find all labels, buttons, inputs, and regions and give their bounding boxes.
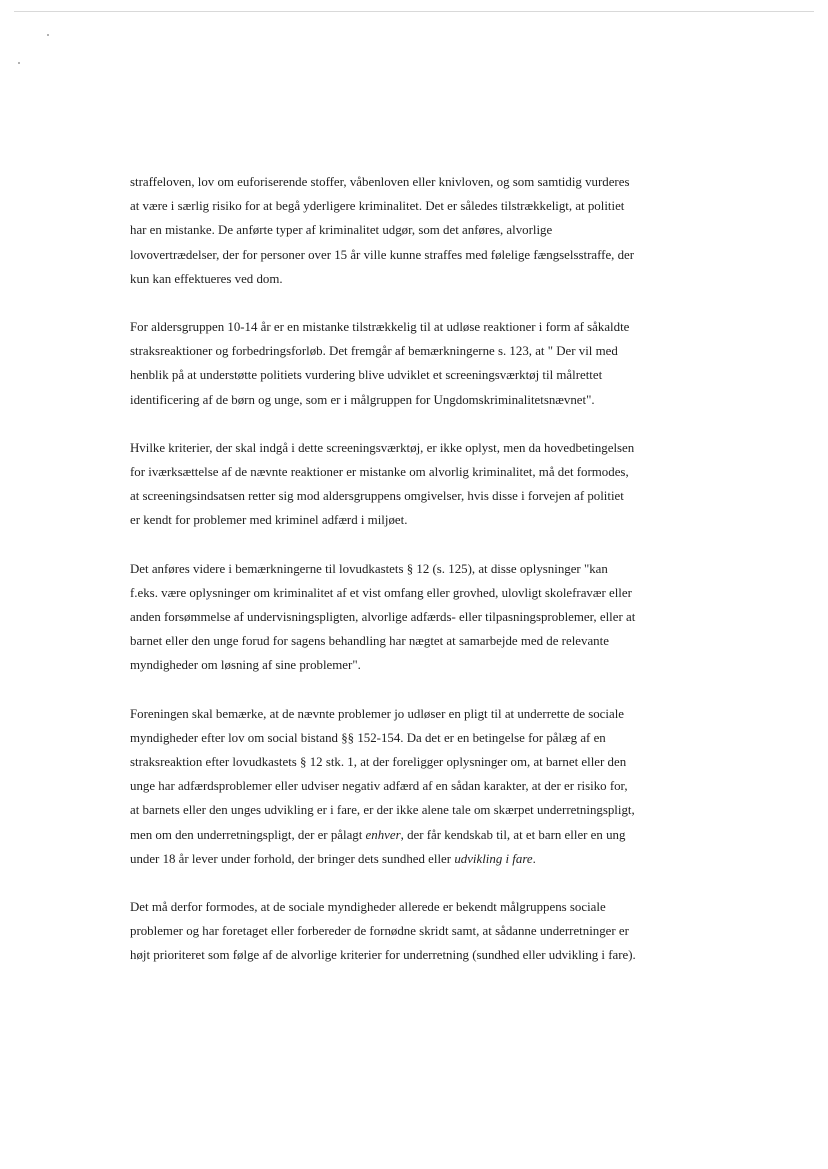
body-paragraph bbox=[130, 315, 696, 412]
text-line bbox=[130, 218, 696, 242]
scan-speck bbox=[47, 34, 49, 36]
text-segment: under 18 år lever under forhold, der bringer dets sundhed eller bbox=[130, 851, 455, 866]
text-segment: for iværksættelse af de nævnte reaktioner er mistanke om alvorlig kriminalitet, må det formodes, bbox=[130, 465, 629, 480]
text-line bbox=[130, 170, 696, 194]
text-segment: barnet eller den unge forud for sagens behandling har nægtet at samarbejde med de relevante bbox=[130, 634, 609, 649]
text-line bbox=[130, 339, 696, 363]
text-segment: unge har adfærdsproblemer eller udviser negativ adfærd af en sådan karakter, at der er risiko for, bbox=[130, 779, 628, 794]
text-line bbox=[130, 750, 696, 774]
text-segment: Hvilke kriterier, der skal indgå i dette screeningsværktøj, er ikke oplyst, men da hovedbetingelsen bbox=[130, 440, 635, 455]
text-segment: Det må derfor formodes, at de sociale myndigheder allerede er bekendt målgruppens sociale bbox=[130, 900, 606, 915]
text-line bbox=[130, 508, 696, 532]
text-line bbox=[130, 702, 696, 726]
text-segment: at screeningsindsatsen retter sig mod aldersgruppens omgivelser, hvis disse i forvejen af politiet bbox=[130, 489, 624, 504]
text-line bbox=[130, 388, 696, 412]
scan-speck bbox=[18, 62, 20, 64]
text-segment: har en mistanke. De anførte typer af kriminalitet udgør, som det anføres, alvorlige bbox=[130, 223, 553, 238]
text-segment: højt prioriteret som følge af de alvorlige kriterier for underretning (sundhed eller udvikling i fare). bbox=[130, 948, 636, 963]
text-line bbox=[130, 194, 696, 218]
text-segment: straksreaktioner og forbedringsforløb. Det fremgår af bemærkningerne s. 123, at " Der vil med bbox=[130, 344, 618, 359]
text-line bbox=[130, 847, 696, 871]
text-line bbox=[130, 653, 696, 677]
text-line bbox=[130, 363, 696, 387]
text-line bbox=[130, 726, 696, 750]
body-paragraph bbox=[130, 170, 696, 291]
text-segment: er kendt for problemer med kriminel adfærd i miljøet. bbox=[130, 513, 408, 528]
text-segment: Det anføres videre i bemærkningerne til lovudkastets § 12 (s. 125), at disse oplysninger "kan bbox=[130, 561, 608, 576]
text-line bbox=[130, 581, 696, 605]
text-segment: f.eks. være oplysninger om kriminalitet af et vist omfang eller grovhed, ulovligt skolefravær eller bbox=[130, 585, 632, 600]
text-segment: identificering af de børn og unge, som er i målgruppen for Ungdomskriminalitetsnævnet". bbox=[130, 392, 595, 407]
text-line bbox=[130, 629, 696, 653]
page-top-rule bbox=[14, 11, 814, 12]
text-line bbox=[130, 557, 696, 581]
text-segment: problemer og har foretaget eller forbereder de fornødne skridt samt, at sådanne underretninger er bbox=[130, 924, 629, 939]
text-line bbox=[130, 605, 696, 629]
text-segment: lovovertrædelser, der for personer over 15 år ville kunne straffes med følelige fængselsstraffe, der bbox=[130, 247, 635, 262]
text-segment: , der får kendskab til, at et barn eller en ung bbox=[400, 827, 626, 842]
emphasized-text: enhver bbox=[365, 827, 401, 842]
text-line bbox=[130, 484, 696, 508]
body-paragraph bbox=[130, 557, 696, 678]
text-line bbox=[130, 774, 696, 798]
text-segment: men om den underretningspligt, der er pålagt bbox=[130, 827, 366, 842]
text-line bbox=[130, 823, 696, 847]
text-segment: myndigheder om løsning af sine problemer". bbox=[130, 658, 361, 673]
text-segment: kun kan effektueres ved dom. bbox=[130, 271, 283, 286]
text-segment: . bbox=[532, 851, 536, 866]
text-segment: myndigheder efter lov om social bistand §§ 152-154. Da det er en betingelse for pålæg af en bbox=[130, 730, 606, 745]
text-line bbox=[130, 436, 696, 460]
text-line bbox=[130, 243, 696, 267]
text-segment: at være i særlig risiko for at begå yderligere kriminalitet. Det er således tilstrækkeligt, at politiet bbox=[130, 199, 625, 214]
text-line bbox=[130, 943, 696, 967]
text-line bbox=[130, 315, 696, 339]
text-line bbox=[130, 919, 696, 943]
text-segment: For aldersgruppen 10-14 år er en mistanke tilstrækkelig til at udløse reaktioner i form af såkaldte bbox=[130, 320, 630, 335]
text-segment: at barnets eller den unges udvikling er i fare, er der ikke alene tale om skærpet underretningspligt, bbox=[130, 803, 635, 818]
body-paragraph bbox=[130, 436, 696, 533]
body-paragraph bbox=[130, 895, 696, 968]
text-segment: straksreaktion efter lovudkastets § 12 stk. 1, at der foreligger oplysninger om, at barnet eller den bbox=[130, 755, 627, 770]
emphasized-text: udvikling i fare bbox=[454, 851, 533, 866]
text-line bbox=[130, 267, 696, 291]
document-body bbox=[130, 170, 696, 992]
body-paragraph bbox=[130, 702, 696, 871]
text-line bbox=[130, 460, 696, 484]
text-segment: Foreningen skal bemærke, at de nævnte problemer jo udløser en pligt til at underrette de sociale bbox=[130, 706, 624, 721]
text-line bbox=[130, 895, 696, 919]
text-segment: henblik på at understøtte politiets vurdering blive udviklet et screeningsværktøj til målrettet bbox=[130, 368, 603, 383]
text-segment: anden forsømmelse af undervisningspligten, alvorlige adfærds- eller tilpasningsproblemer, eller at bbox=[130, 610, 636, 625]
text-segment: straffeloven, lov om euforiserende stoffer, våbenloven eller knivloven, og som samtidig vurderes bbox=[130, 175, 630, 189]
text-line bbox=[130, 798, 696, 822]
